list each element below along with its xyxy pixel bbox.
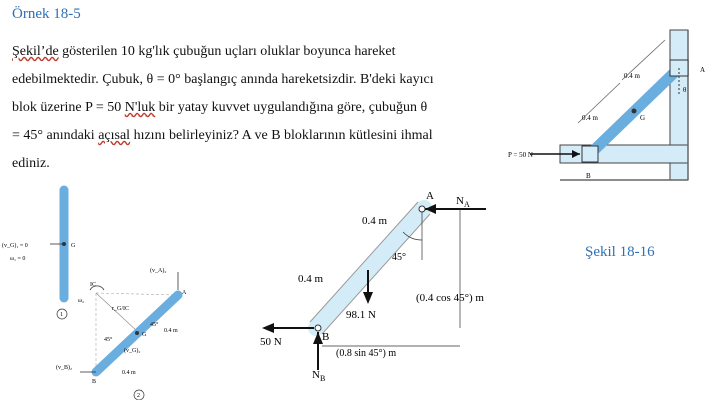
top-label-b: B xyxy=(586,172,591,180)
top-label-theta: θ xyxy=(683,86,687,94)
top-label-a: A xyxy=(700,66,706,74)
fbd-nb-sub: B xyxy=(319,374,326,383)
fbd-dim-upper: 0.4 m xyxy=(362,215,388,227)
fbd-na xyxy=(456,195,470,209)
left-w1: ω₁ = 0 xyxy=(10,256,26,262)
example-title: Örnek 18-5 xyxy=(12,6,81,22)
problem-line-4-a: = 45° anındaki xyxy=(12,128,99,143)
left-angle-top: 45° xyxy=(150,322,159,328)
fbd-dim-vertical: (0.4 cos 45°) m xyxy=(416,292,484,304)
fbd-nb xyxy=(312,369,325,383)
left-dim-right: 0.4 m xyxy=(164,328,178,334)
center-figure xyxy=(250,180,530,383)
ic-line-a xyxy=(96,293,178,295)
left-g1: G xyxy=(71,243,76,249)
problem-line-5: ediniz. xyxy=(12,156,50,171)
left-circle-1: 1 xyxy=(60,312,63,318)
problem-line-1-rest: gösterilen 10 kg'lık çubuğun uçları oluklar boyunca hareket xyxy=(58,44,396,59)
problem-line-3-a: blok üzerine P = 50 xyxy=(12,100,125,115)
left-angle-left: 45° xyxy=(104,337,113,343)
fbd-pin-b xyxy=(315,325,321,331)
fbd-dim-lower: 0.4 m xyxy=(298,273,324,285)
center-g xyxy=(632,109,637,114)
fbd-angle: 45° xyxy=(392,252,406,263)
left-vg1: (v_G)₁ = 0 xyxy=(2,243,28,249)
g1-point xyxy=(62,242,66,246)
block-b xyxy=(582,146,598,162)
problem-line-1-word: Şekil’de xyxy=(12,44,59,59)
left-figure xyxy=(0,180,210,400)
top-dim-side: 0.4 m xyxy=(582,114,598,122)
left-circle-2: 2 xyxy=(137,393,140,399)
problem-line-3 xyxy=(12,94,484,122)
fbd-na-sub: A xyxy=(463,200,470,209)
fbd-label-a: A xyxy=(426,190,434,202)
left-w2: ω₂ xyxy=(78,298,85,304)
r-g-ic-line xyxy=(96,293,138,332)
left-va2: (v_A)₂ xyxy=(150,268,167,274)
fbd-rod-edge-2 xyxy=(322,214,430,334)
problem-line-3-c: bir yatay kuvvet uygulandığına göre, çubuğun θ xyxy=(155,100,428,115)
left-vg2: (v_G)₂ xyxy=(124,348,141,354)
problem-line-4 xyxy=(12,122,484,150)
weight-arrowhead xyxy=(363,292,373,304)
problem-line-2: edebilmektedir. Çubuk, θ = 0° başlangıç anında hareketsizdir. B'deki kayıcı xyxy=(12,72,434,87)
fbd-na-main: N xyxy=(456,195,464,207)
left-ic: IC xyxy=(90,282,96,288)
problem-line-3-b: N'luk xyxy=(124,100,156,115)
g2-point xyxy=(135,331,139,335)
top-dim-top: 0.4 m xyxy=(624,72,640,80)
problem-line-4-b: açısal xyxy=(98,128,131,143)
fbd-label-b: B xyxy=(322,331,330,343)
fbd-weight: 98.1 N xyxy=(346,309,376,321)
top-force-p: P = 50 N xyxy=(508,151,533,159)
left-rgic: r_G/IC xyxy=(112,306,129,312)
problem-statement xyxy=(12,38,484,178)
left-label-a: A xyxy=(182,290,187,296)
figure-caption: Şekil 18-16 xyxy=(585,244,655,260)
left-dim-bottom: 0.4 m xyxy=(122,370,136,376)
fbd-nb-main: N xyxy=(312,369,320,381)
problem-line-1 xyxy=(12,38,484,66)
top-figure xyxy=(500,20,720,190)
left-label-g2: G xyxy=(142,332,147,338)
problem-line-4-c: hızını belirleyiniz? A ve B bloklarının kütlesini ihmal xyxy=(130,128,433,143)
top-label-g: G xyxy=(640,114,646,122)
left-label-b: B xyxy=(92,379,97,385)
force-50-arrowhead xyxy=(262,323,274,333)
fbd-dim-horizontal: (0.8 sin 45°) m xyxy=(336,348,397,359)
fbd-pin-a xyxy=(419,206,425,212)
left-vb2: (v_B)₂ xyxy=(56,365,73,371)
fbd-force: 50 N xyxy=(260,336,282,348)
